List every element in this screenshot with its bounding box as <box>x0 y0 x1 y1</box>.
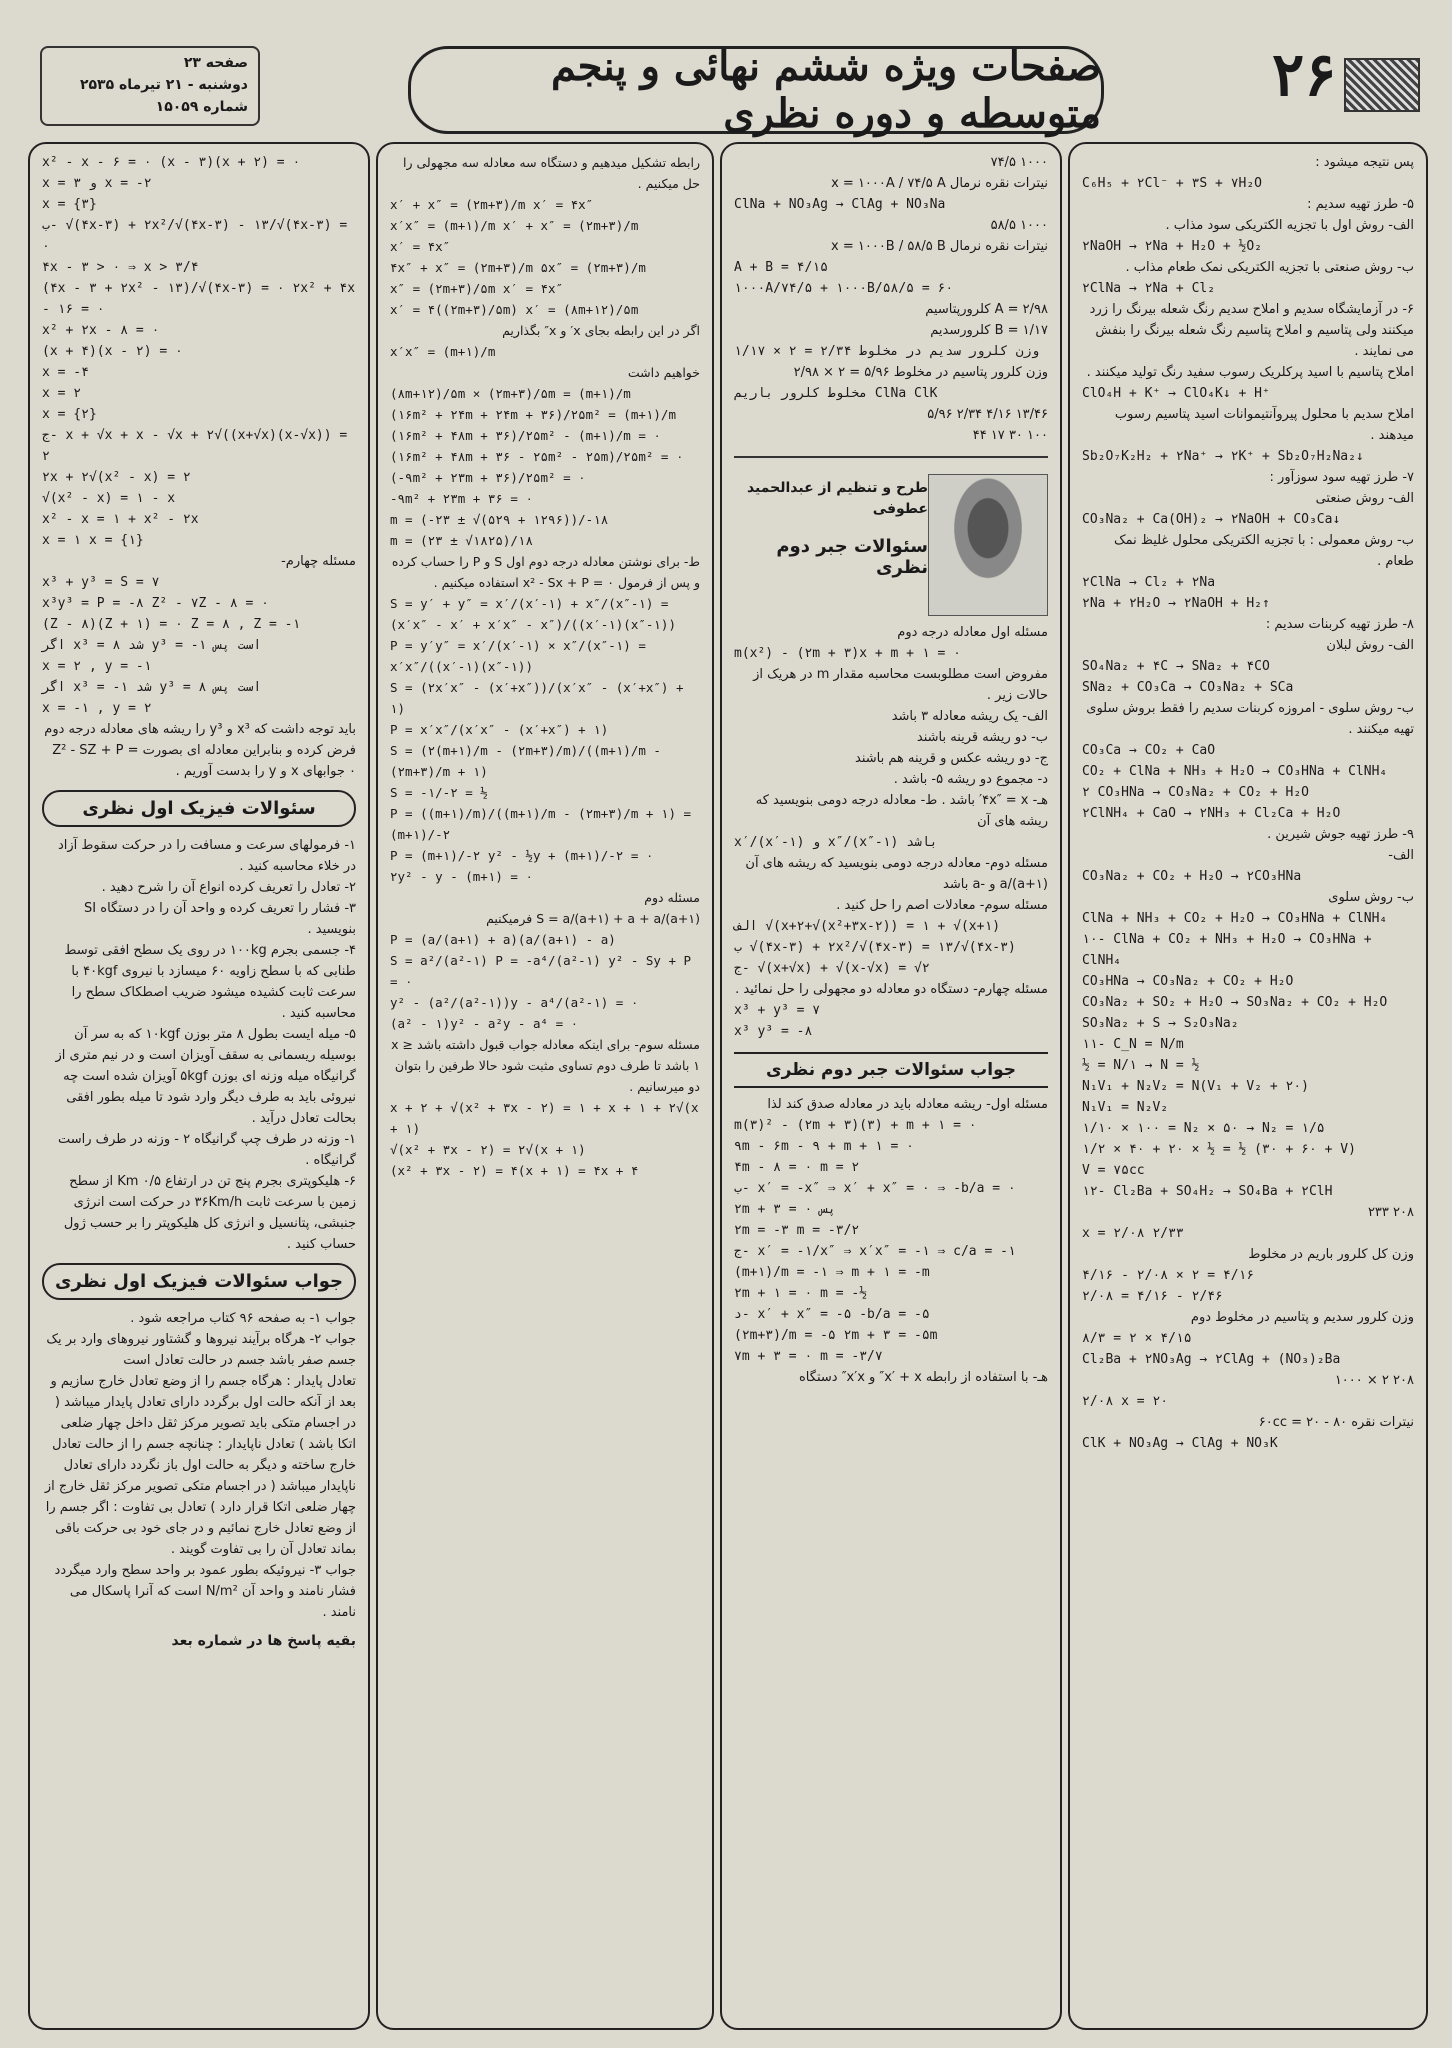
text-line: ب- روش صنعتی با تجزیه الکتریکی نمک طعام مذاب . <box>1125 260 1414 275</box>
text-line: (m+۱)/m = -۱ ⇒ m + ۱ = -m <box>734 1265 930 1280</box>
text-line: ½ = N/۱ → N = ½ <box>1082 1058 1200 1073</box>
page-title-banner <box>408 43 1104 137</box>
text-line: ۱/۱۰ × ۱۰۰ = N₂ × ۵۰ → N₂ = ۱/۵ <box>1082 1121 1325 1136</box>
text-line: ۲ClNa → Cl₂ + ۲Na <box>1082 575 1216 590</box>
text-line: B = ۱/۱۷ کلرورسدیم <box>930 323 1048 338</box>
text-line: (۱۶m² + ۲۴m + ۲۴m + ۳۶)/۲۵m² = (m+۱)/m <box>390 407 676 422</box>
text-line: رابطه تشکیل میدهیم و دستگاه سه معادله سه مجهولی را حل میکنیم . <box>403 155 700 191</box>
issue-number: شماره ۱۵۰۵۹ <box>155 99 248 115</box>
text-line: مخلوط کلرور باریم ClNa ClK <box>734 386 938 401</box>
text-line: وزن کلرور سدیم در مخلوط ۲/۳۴ = ۲ × ۱/۱۷ <box>734 344 1040 359</box>
text-line: جواب ۳- نیروئیکه بطور عمود بر واحد سطح وارد میگردد فشار نامند و واحد آن N/m² است که آنرا پاسکال می نامند . <box>54 1563 356 1620</box>
text-line: S = (۲(m+۱)/m - (۲m+۳)/m)/((m+۱)/m - (۲m+۳)/m + ۱) <box>390 743 661 779</box>
text-line: CO₃HNa → CO₃Na₂ + CO₂ + H₂O <box>1082 974 1294 989</box>
text-line: ۵- طرز تهیه سدیم : <box>1307 197 1414 212</box>
text-line: x² - x = ۱ + x² - ۲x <box>42 512 199 527</box>
continued-note: بقیه پاسخ ها در شماره بعد <box>171 1633 356 1649</box>
text-line: x³ y³ = -۸ <box>734 1024 813 1039</box>
text-line: (۸m+۱۲)/۵m × (۲m+۳)/۵m = (m+۱)/m <box>390 386 631 401</box>
text-line: (۴x - ۳ + ۲x² - ۱۳)/√(۴x-۳) = ۰ ۲x² + ۴x - ۱۶ = ۰ <box>42 281 356 317</box>
text-line: (a² - ۱)y² - a²y - a⁴ = ۰ <box>390 1016 579 1031</box>
text-line: ۱۱- C_N = N/m <box>1082 1037 1184 1052</box>
text-line: CO₃Na₂ + SO₂ + H₂O → SO₃Na₂ + CO₂ + H₂O <box>1082 995 1388 1010</box>
text-line: ۴/۱۶ - ۲/۰۸ × ۲ = ۴/۱۶ <box>1082 1268 1255 1283</box>
text-line: x′/(x′-۱) و x″/(x″-۱) باشد <box>734 835 938 850</box>
text-line: ClNa + NH₃ + CO₂ + H₂O → CO₃HNa + ClNH₄ <box>1082 911 1388 926</box>
text-line: نیترات نقره نرمال x = ۱۰۰۰B / ۵۸/۵ B <box>831 239 1048 254</box>
text-line: ب- √(۴x-۳) + ۲x²/√(۴x-۳) - ۱۳/√(۴x-۳) = ۰ <box>42 218 348 254</box>
text-line: ClNa + NO₃Ag → ClAg + NO₃Na <box>734 197 946 212</box>
text-line: ۲/۰۸ x = ۲۰ <box>1082 1394 1169 1409</box>
text-line: مسئله دوم- معادله درجه دومی بنویسید که ریشه های آن a/(a+۱) و -a باشد <box>745 856 1048 892</box>
text-line: SO₃Na₂ + S → S₂O₃Na₂ <box>1082 1016 1239 1031</box>
text-line: ب- دو ریشه قرینه باشند <box>916 730 1048 745</box>
text-line: x + ۲ + √(x² + ۳x - ۲) = ۱ + x + ۱ + ۲√(x + ۱) <box>390 1100 699 1136</box>
text-line: x = -۱ , y = ۲ <box>42 701 152 716</box>
physics-questions-title: سئوالات فیزیک اول نظری <box>42 790 356 827</box>
text-line: مسئله چهارم- <box>281 554 356 569</box>
text-line: P = (m+۱)/-۲ y² - ½y + (m+۱)/-۲ = ۰ <box>390 848 654 863</box>
text-line: x′ + x″ = (۲m+۳)/m x′ = ۴x″ <box>390 197 594 212</box>
text-line: وزن کلرور پتاسیم در مخلوط ۵/۹۶ = ۲ × ۲/۹۸ <box>793 365 1048 380</box>
text-line: x′x″ = (m+۱)/m <box>390 344 496 359</box>
text-line: x = -۴ <box>42 365 89 380</box>
text-line: ClO₄H + K⁺ → ClO₄K↓ + H⁺ <box>1082 386 1270 401</box>
algebra-section-title: سئوالات جبر دوم نظری <box>776 536 928 578</box>
text-line: ۲ CO₃HNa → CO₃Na₂ + CO₂ + H₂O <box>1082 785 1309 800</box>
text-line: x³y³ = P = -۸ Z² - ۷Z - ۸ = ۰ <box>42 596 269 611</box>
text-line: ۵- میله ایست بطول ۸ متر بوزن ۱۰kgf که به سر آن بوسیله ریسمانی به سقف آویزان است و در نیم متری از گرانیگاه میله وزنه ای بوزن ۵kgf آویزان شده است چه نیروئی باید به طرف دیگر وارد شود تا میله بطور افقی بحالت تعادل درآید . <box>55 1027 356 1126</box>
text-line: (۲m+۳)/m = -۵ ۲m + ۳ = -۵m <box>734 1328 938 1343</box>
text-line: ۲m + ۳ = ۰ پس <box>734 1202 836 1217</box>
text-line: V = ۷۵cc <box>1082 1163 1145 1178</box>
text-line: املاح پتاسیم با اسید پرکلریک رسوب سفید رنگ تولید میکنند . <box>1086 365 1414 380</box>
text-line: N₁V₁ = N₂V₂ <box>1082 1100 1169 1115</box>
text-line: -۹m² + ۲۳m + ۳۶ = ۰ <box>390 491 533 506</box>
text-line: ج- x + √x + x - √x + ۲√((x+√x)(x-√x)) = ۲ <box>42 428 348 464</box>
logo-emblem-icon <box>1344 58 1420 112</box>
text-line: هـ- ۴x″ = x′ باشد . ط- معادله درجه دومی بنویسید که ریشه های آن <box>755 793 1048 829</box>
text-line: ۳- فشار را تعریف کرده و واحد آن را در دستگاه SI بنویسید . <box>84 901 356 937</box>
text-line: x″ = (۲m+۳)/۵m x′ = ۴x″ <box>390 281 564 296</box>
text-line: P = x′x″/(x′x″ - (x′+x″) + ۱) <box>390 722 609 737</box>
text-line: خواهیم داشت <box>627 365 700 380</box>
physics-answers-title: جواب سئوالات فیزیک اول نظری <box>42 1263 356 1300</box>
text-line: جواب ۲- هرگاه برآیند نیروها و گشتاور نیروهای وارد بر یک جسم صفر باشد جسم در حالت تعادل است <box>46 1332 356 1368</box>
text-line: x² - x - ۶ = ۰ (x - ۳)(x + ۲) = ۰ <box>42 155 301 170</box>
text-line: x′ = ۴x″ <box>390 239 451 254</box>
text-line: m = (-۲۳ ± √(۵۲۹ + ۱۲۹۶))/-۱۸ <box>390 512 609 527</box>
text-line: ۴x - ۳ > ۰ ⇒ x > ۳/۴ <box>42 260 199 275</box>
text-line: P = y′y″ = x′/(x′-۱) × x″/(x″-۱) = x′x″/((x′-۱)(x″-۱)) <box>390 638 646 674</box>
issue-info <box>40 46 260 126</box>
text-line: ب- روش معمولی : با تجزیه الکتریکی محلول غلیظ نمک طعام . <box>1114 533 1414 569</box>
text-line: ۱- وزنه در طرف چپ گرانیگاه ۲ - وزنه در طرف راست گرانیگاه . <box>57 1132 356 1168</box>
text-line: مسئله اول معادله درجه دوم <box>897 625 1048 640</box>
text-line: الف √(x+۲+√(x²+۳x-۲)) = ۱ + √(x+۱) <box>734 919 1001 934</box>
text-line: نیترات نقره نرمال x = ۱۰۰۰A / ۷۴/۵ A <box>831 176 1048 191</box>
text-line: ۴m - ۸ = ۰ m = ۲ <box>734 1160 860 1175</box>
text-line: ۲ClNH₄ + CaO → ۲NH₃ + Cl₂Ca + H₂O <box>1082 806 1341 821</box>
column-physics <box>28 142 370 2030</box>
text-line: مسئله دوم <box>644 890 700 905</box>
text-line: املاح سدیم با محلول پیروآنتیموانات اسید پتاسیم رسوب میدهند . <box>1114 407 1414 443</box>
text-line: ج- x′ = -۱/x″ ⇒ x′x″ = -۱ ⇒ c/a = -۱ <box>734 1244 1016 1259</box>
column-chemistry <box>1068 142 1428 2030</box>
text-line: ۶- هلیکوپتری بجرم پنج تن در ارتفاع ۰/۵ Km از سطح زمین با سرعت ثابت ۳۶Km/h در حرکت است انرژی جنبشی، پتانسیل و انرژی کل هلیکوپتر را بر حسب ژول حساب کنید . <box>63 1174 356 1252</box>
text-line: الف- یک ریشه معادله ۳ باشد <box>891 709 1048 724</box>
text-line: (۱۶m² + ۴۸m + ۳۶ - ۲۵m² - ۲۵m)/۲۵m² = ۰ <box>390 449 684 464</box>
text-line: مسئله اول- ریشه معادله باید در معادله صدق کند لذا <box>767 1097 1048 1112</box>
divider <box>734 456 1048 458</box>
text-line: الف- <box>1388 848 1414 863</box>
text-line: د- x′ + x″ = -۵ -b/a = -۵ <box>734 1307 930 1322</box>
text-line: ۱۰۰۰ ۷۴/۵ <box>990 155 1048 170</box>
text-line: ClK + NO₃Ag → ClAg + NO₃K <box>1082 1436 1278 1451</box>
text-line: ۲m + ۱ = ۰ m = -½ <box>734 1286 868 1301</box>
text-line: ب- روش سلوی <box>1328 890 1414 905</box>
text-line: S = (۲x′x″ - (x′+x″))/(x′x″ - (x′+x″) + ۱) <box>390 680 684 716</box>
text-line: CO₃Na₂ + CO₂ + H₂O → ۲CO₃HNa <box>1082 869 1302 884</box>
text-line: مسئله چهارم- دستگاه دو معادله دو مجهولی را حل نمائید . <box>735 982 1048 997</box>
text-line: ۲m = -۳ m = -۳/۲ <box>734 1223 860 1238</box>
author-photo <box>928 474 1048 616</box>
text-line: P = (a/(a+۱) + a)(a/(a+۱) - a) <box>390 932 616 947</box>
text-line: ۱۰۰۰ ۵۸/۵ <box>990 218 1048 233</box>
text-line: ۱۰۰ ۳۰ ۱۷ ۴۴ <box>972 428 1048 443</box>
text-line: x³ + y³ = ۷ <box>734 1003 821 1018</box>
text-line: ۸- طرز تهیه کربنات سدیم : <box>1265 617 1414 632</box>
text-line: y² - (a²/(a²-۱))y - a⁴/(a²-۱) = ۰ <box>390 995 639 1010</box>
text-line: ۶- در آزمایشگاه سدیم و املاح سدیم رنگ شعله بیرنگ را زرد میکنند ولی پتاسیم و املاح پتاسیم رنگ شعله بیرنگ را بنفش می نمایند . <box>1089 302 1414 359</box>
text-line: ۷- طرز تهیه سود سوزآور : <box>1269 470 1414 485</box>
text-line: تعادل پایدار : هرگاه جسم را از وضع تعادل خارج سازیم و بعد از آنکه حالت اول برگردد دارای تعادل پایدار میباشد ( در اجسام متکی باید تصویر مرکز ثقل داخل چهار ضلعی اتکا باشد ) تعادل ناپایدار : چنانچه جسم را از حالت تعادل خارج ساخته و دیگر به حالت اول باز نگردد دارای تعادل ناپایدار میباشد ( در اجسام متکی تصویر مرکز ثقل خارج از چهار ضلعی اتکا قرار دارد ) تعادل بی تفاوت : اگر جسم را از وضع تعادل خارج نمائیم و در جای خود بی حرکت باقی بماند تعادل آن را بی تفاوت گویند . <box>44 1374 356 1557</box>
text-line: مسئله سوم- برای اینکه معادله جواب قبول داشته باشد x ≥ ۱ باشد تا طرف دوم تساوی مثبت شود حالا طرفین را بتوان دو میرسانیم . <box>391 1037 700 1094</box>
text-line: ج- دو ریشه عکس و قرینه هم باشند <box>855 751 1048 766</box>
text-line: ۸/۳ = ۲ × ۴/۱۵ <box>1082 1331 1192 1346</box>
text-line: ۲- تعادل را تعریف کرده انواع آن را شرح دهید . <box>101 880 356 895</box>
page-number: ۲۶ <box>1272 40 1337 110</box>
text-line: پس نتیجه میشود : <box>1315 155 1414 170</box>
text-line: Sb₂O₇K₂H₂ + ۲Na⁺ → ۲K⁺ + Sb₂O₇H₂Na₂↓ <box>1082 449 1364 464</box>
text-line: مفروض است مطلوبست محاسبه مقدار m در هریک از حالات زیر . <box>753 667 1048 703</box>
text-line: ۱۰۰۰A/۷۴/۵ + ۱۰۰۰B/۵۸/۵ = ۶۰ <box>734 281 954 296</box>
text-line: د- مجموع دو ریشه ۵- باشد . <box>893 772 1048 787</box>
text-line: ج- √(x+√x) + √(x-√x) = √۲ <box>734 961 930 976</box>
text-line: ۹m - ۶m - ۹ + m + ۱ = ۰ <box>734 1139 915 1154</box>
text-line: S = a/(a+۱) + a + a/(a+۱) فرمیکنیم <box>486 911 700 926</box>
text-line: Cl₂Ba + ۲NO₃Ag → ۲ClAg + (NO₃)₂Ba <box>1082 1352 1341 1367</box>
text-line: ط- برای نوشتن معادله درجه دوم اول S و P را حساب کرده و پس از فرمول x² - Sx + P = ۰ استفاده میکنیم . <box>391 554 700 590</box>
text-line: ۹- طرز تهیه جوش شیرین . <box>1267 827 1414 842</box>
text-line: √(x² + ۳x - ۲) = ۲√(x + ۱) <box>390 1142 586 1157</box>
text-line: جواب ۱- به صفحه ۹۶ کتاب مراجعه شود . <box>130 1311 356 1326</box>
text-line: S = y′ + y″ = x′/(x′-۱) + x″/(x″-۱) = (x′x″ - x′ + x′x″ - x″)/((x′-۱)(x″-۱)) <box>390 596 676 632</box>
text-line: m = (۲۳ ± √۱۸۲۵)/۱۸ <box>390 533 533 548</box>
text-line: x = ۳ و x = -۲ <box>42 176 152 191</box>
text-line: x = ۱ x = {۱} <box>42 533 144 548</box>
text-line: اگر در این رابطه بجای x′ و x″ بگذاریم <box>502 323 700 338</box>
text-line: ۲۰۸ ۲۳۳ <box>1367 1205 1414 1220</box>
text-line: الف- روش اول با تجزیه الکتریکی سود مذاب . <box>1165 218 1414 233</box>
text-line: اگر x³ = ۸ شد y³ = -۱ است پس <box>42 638 262 653</box>
text-line: الف- روش صنعتی <box>1315 491 1414 506</box>
text-line: m(x²) - (۲m + ۳)x + m + ۱ = ۰ <box>734 646 961 661</box>
text-line: ۱/۲ × ۴۰ + ۲۰ × ½ = ½ (۳۰ + ۶۰ + V) <box>1082 1142 1356 1157</box>
text-line: ۴- جسمی بجرم ۱۰۰kg در روی یک سطح افقی توسط طنابی که با سطح زاویه ۶۰ میسازد با نیروی ۴۰kgf با سرعت ثابت کشیده میشود ضریب اصطکاک سطح را محاسبه کنید . <box>64 943 356 1021</box>
text-line: ۲ClNa → ۲Na + Cl₂ <box>1082 281 1216 296</box>
text-line: ب √(۴x-۳) + ۲x²/√(۴x-۳) = ۱۳/√(۴x-۳) <box>734 940 1016 955</box>
text-line: x = {۲} <box>42 407 97 422</box>
text-line: C₆H₅ + ۲Cl⁻ + ۳S + ۷H₂O <box>1082 176 1263 191</box>
text-line: x = {۳} <box>42 197 97 212</box>
text-line: ۲x + ۲√(x² - x) = ۲ <box>42 470 191 485</box>
text-line: (Z - ۸)(Z + ۱) = ۰ Z = ۸ , Z = -۱ <box>42 617 301 632</box>
issue-page-label: صفحه ۲۳ <box>183 55 248 71</box>
author-credit: طرح و تنظیم از عبدالحمید عطوفی <box>746 480 928 517</box>
text-line: ب- روش سلوی - امروزه کربنات سدیم را فقط بروش سلوی تهیه میکنند . <box>1086 701 1414 737</box>
text-line: ب- x′ = -x″ ⇒ x′ + x″ = ۰ ⇒ -b/a = ۰ <box>734 1181 1016 1196</box>
text-line: الف- روش لبلان <box>1326 638 1414 653</box>
text-line: ۱۲- Cl₂Ba + SO₄H₂ → SO₄Ba + ۲ClH <box>1082 1184 1333 1199</box>
text-line: وزن کل کلرور باریم در مخلوط <box>1248 1247 1414 1262</box>
text-line: x² + ۲x - ۸ = ۰ <box>42 323 160 338</box>
text-line: (-۹m² + ۲۳m + ۳۶)/۲۵m² = ۰ <box>390 470 586 485</box>
text-line: ۱۳/۴۶ ۴/۱۶ ۲/۳۴ ۵/۹۶ <box>927 407 1048 422</box>
page-title: صفحات ویژه ششم نهائی و پنجم متوسطه و دوره نظری <box>551 43 1101 137</box>
text-line: √(x² - x) = ۱ - x <box>42 491 176 506</box>
text-line: ۲Na + ۲H₂O → ۲NaOH + H₂↑ <box>1082 596 1270 611</box>
text-line: ۴x″ + x″ = (۲m+۳)/m ۵x″ = (۲m+۳)/m <box>390 260 646 275</box>
text-line: x³ + y³ = S = ۷ <box>42 575 160 590</box>
text-line: x = ۲/۰۸ ۲/۳۳ <box>1082 1226 1184 1241</box>
text-line: هـ- با استفاده از رابطه x′ + x″ و x′x″ دستگاه <box>799 1370 1048 1385</box>
text-line: SO₄Na₂ + ۴C → SNa₂ + ۴CO <box>1082 659 1270 674</box>
text-line: ۱۰- ClNa + CO₂ + NH₃ + H₂O → CO₃HNa + ClNH₄ <box>1082 932 1372 968</box>
text-line: ۷m + ۳ = ۰ m = -۳/۷ <box>734 1349 883 1364</box>
text-line: CO₃Ca → CO₂ + CaO <box>1082 743 1216 758</box>
text-line: نیترات نقره ۶۰cc = ۲۰ - ۸۰ <box>1258 1415 1414 1430</box>
issue-date: دوشنبه - ۲۱ تیرماه ۲۵۳۵ <box>79 77 248 93</box>
text-line: (۱۶m² + ۴۸m + ۳۶)/۲۵m² - (m+۱)/m = ۰ <box>390 428 661 443</box>
text-line: A + B = ۴/۱۵ <box>734 260 828 275</box>
column-algebra-questions <box>720 142 1062 2030</box>
text-line: CO₃Na₂ + Ca(OH)₂ → ۲NaOH + CO₃Ca↓ <box>1082 512 1341 527</box>
text-line: S = a²/(a²-۱) P = -a⁴/(a²-۱) y² - Sy + P = ۰ <box>390 953 692 989</box>
text-line: ۲y² - y - (m+۱) = ۰ <box>390 869 533 884</box>
text-line: x′ = ۴((۲m+۳)/۵m) x′ = (۸m+۱۲)/۵m <box>390 302 639 317</box>
text-line: (x² + ۳x - ۲) = ۴(x + ۱) = ۴x + ۴ <box>390 1163 639 1178</box>
text-line: m(۳)² - (۲m + ۳)(۳) + m + ۱ = ۰ <box>734 1118 977 1133</box>
text-line: (x + ۴)(x - ۲) = ۰ <box>42 344 183 359</box>
text-line: ۲NaOH → ۲Na + H₂O + ½O₂ <box>1082 239 1263 254</box>
text-line: اگر x³ = -۱ شد y³ = ۸ است پس <box>42 680 262 695</box>
text-line: وزن کلرور سدیم و پتاسیم در مخلوط دوم <box>1190 1310 1414 1325</box>
text-line: x′x″ = (m+۱)/m x′ + x″ = (۲m+۳)/m <box>390 218 639 233</box>
text-line: S = -۱/-۲ = ½ <box>390 785 488 800</box>
text-line: x = ۲ , y = -۱ <box>42 659 152 674</box>
text-line: SNa₂ + CO₃Ca → CO₃Na₂ + SCa <box>1082 680 1294 695</box>
text-line: P = ((m+۱)/m)/((m+۱)/m - (۲m+۳)/m + ۱) = (m+۱)/-۲ <box>390 806 692 842</box>
text-line: باید توجه داشت که x³ و y³ را ریشه های معادله درجه دوم فرض کرده و بنابراین معادله ای بصورت Z² - SZ + P = ۰ جوابهای x و y را بدست آوریم . <box>44 722 356 779</box>
column-algebra-solutions <box>376 142 714 2030</box>
text-line: ۲۰۸ ۲ × ۱۰۰۰ <box>1334 1373 1414 1388</box>
text-line: x = ۲ <box>42 386 82 401</box>
text-line: A = ۲/۹۸ کلرورپتاسیم <box>925 302 1048 317</box>
page-number-logo <box>1272 40 1422 130</box>
text-line: مسئله سوم- معادلات اصم را حل کنید . <box>836 898 1048 913</box>
text-line: ۱- فرمولهای سرعت و مسافت را در حرکت سقوط آزاد در خلاء محاسبه کنید . <box>57 838 356 874</box>
text-line: CO₂ + ClNa + NH₃ + H₂O → CO₃HNa + ClNH₄ <box>1082 764 1388 779</box>
algebra-answers-title: جواب سئوالات جبر دوم نظری <box>734 1052 1048 1088</box>
text-line: N₁V₁ + N₂V₂ = N(V₁ + V₂ + ۲۰) <box>1082 1079 1309 1094</box>
text-line: ۲/۰۸ = ۴/۱۶ - ۲/۴۶ <box>1082 1289 1223 1304</box>
